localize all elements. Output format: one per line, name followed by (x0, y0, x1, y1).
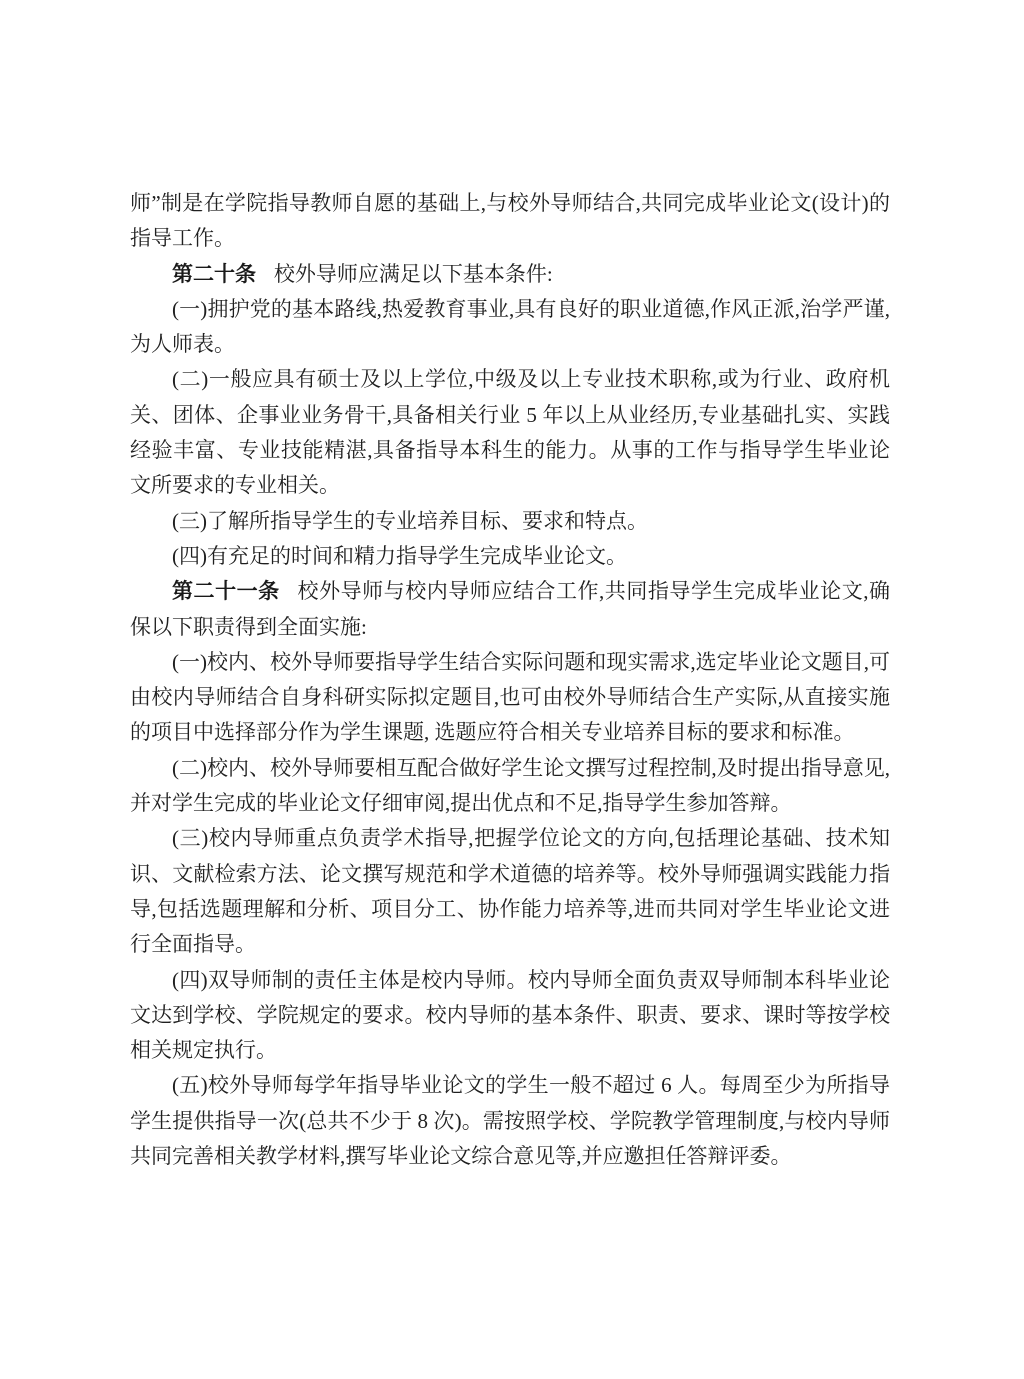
text-column (130, 186, 890, 1174)
paragraph-text: (一)校内、校外导师要指导学生结合实际问题和现实需求,选定毕业论文题目,可由校内导师结合自身科研实际拟定题目,也可由校外导师结合生产实际,从直接实施的项目中选择部分作为学生课题, 选题应符合相关专业培养目标的要求和标准。 (130, 649, 890, 745)
clause-label: 第二十条 (172, 262, 256, 286)
paragraph-text: (四)有充足的时间和精力指导学生完成毕业论文。 (172, 543, 627, 568)
paragraph-item-3 (130, 504, 890, 539)
paragraph-text: (二)校内、校外导师要相互配合做好学生论文撰写过程控制,及时提出指导意见,并对学生完成的毕业论文仔细审阅,提出优点和不足,指导学生参加答辩。 (130, 755, 890, 816)
paragraph-item-4 (130, 539, 890, 574)
paragraph-text: 校外导师应满足以下基本条件: (273, 261, 553, 286)
paragraph-article-20 (130, 257, 890, 292)
paragraph-duty-2 (130, 751, 890, 822)
paragraph-item-1 (130, 292, 890, 363)
clause-label: 第二十一条 (172, 580, 280, 604)
paragraph-text: 校外导师与校内导师应结合工作,共同指导学生完成毕业论文,确保以下职责得到全面实施: (130, 579, 891, 639)
paragraph-text: (五)校外导师每学年指导毕业论文的学生一般不超过 6 人。每周至少为所指导学生提供指导一次(总共不少于 8 次)。需按照学校、学院教学管理制度,与校内导师共同完善相关教学材料,撰写毕业论文综合意见等,并应邀担任答辩评委。 (130, 1073, 890, 1169)
paragraph-continuation (130, 186, 890, 257)
paragraph-duty-5 (130, 1068, 890, 1174)
paragraph-text: 师”制是在学院指导教师自愿的基础上,与校外导师结合,共同完成毕业论文(设计)的指导工作。 (130, 191, 890, 251)
paragraph-duty-1 (130, 645, 890, 751)
paragraph-text: (二)一般应具有硕士及以上学位,中级及以上专业技术职称,或为行业、政府机关、团体、企事业业务骨干,具备相关行业 5 年以上从业经历,专业基础扎实、实践经验丰富、专业技能精湛,具备指导本科生的能力。从事的工作与指导学生毕业论文所要求的专业相关。 (130, 367, 890, 498)
paragraph-text: (四)双导师制的责任主体是校内导师。校内导师全面负责双导师制本科毕业论文达到学校、学院规定的要求。校内导师的基本条件、职责、要求、课时等按学校相关规定执行。 (130, 967, 890, 1063)
paragraph-text: (一)拥护党的基本路线,热爱教育事业,具有良好的职业道德,作风正派,治学严谨,为人师表。 (130, 296, 890, 357)
paragraph-item-2 (130, 362, 890, 503)
paragraph-duty-4 (130, 963, 890, 1069)
paragraph-text: (三)校内导师重点负责学术指导,把握学位论文的方向,包括理论基础、技术知识、文献检索方法、论文撰写规范和学术道德的培养等。校外导师强调实践能力指导,包括选题理解和分析、项目分工、协作能力培养等,进而共同对学生毕业论文进行全面指导。 (130, 826, 890, 957)
paragraph-article-21 (130, 574, 890, 645)
paragraph-duty-3 (130, 821, 890, 962)
paragraph-text: (三)了解所指导学生的专业培养目标、要求和特点。 (172, 508, 648, 533)
